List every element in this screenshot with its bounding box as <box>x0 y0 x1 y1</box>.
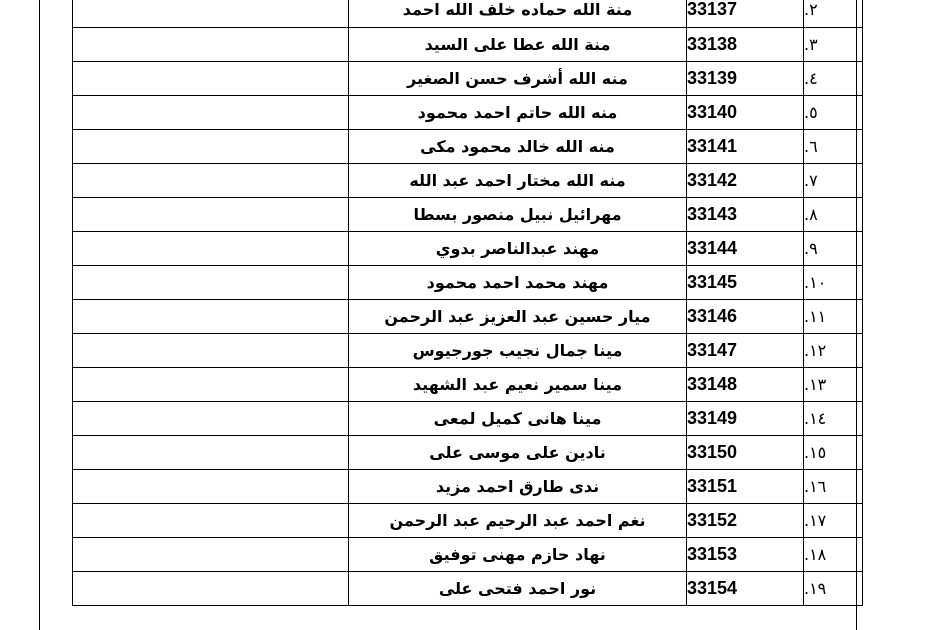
student-code-cell <box>687 197 804 231</box>
blank-cell <box>73 299 349 333</box>
serial-number: .١٨ <box>804 544 827 564</box>
table-row <box>73 231 863 265</box>
student-name-cell <box>349 537 687 571</box>
student-code: 33152 <box>687 509 738 530</box>
serial-number: .٤ <box>804 68 818 88</box>
table-row <box>73 401 863 435</box>
serial-number-cell <box>804 469 863 503</box>
serial-number-cell <box>804 0 863 27</box>
serial-number: .١٤ <box>804 408 827 428</box>
student-code: 33151 <box>687 475 738 496</box>
blank-cell <box>73 27 349 61</box>
serial-number-cell <box>804 231 863 265</box>
serial-number-cell <box>804 197 863 231</box>
student-code-cell <box>687 503 804 537</box>
serial-number-cell <box>804 401 863 435</box>
student-code-cell <box>687 435 804 469</box>
serial-number: .١٦ <box>804 476 827 496</box>
blank-cell <box>73 61 349 95</box>
student-code: 33138 <box>687 33 738 54</box>
serial-number-cell <box>804 333 863 367</box>
student-name: مهند محمد احمد محمود <box>426 272 609 292</box>
student-name: نادين على موسى على <box>429 442 606 462</box>
table-row <box>73 163 863 197</box>
student-name-cell <box>349 231 687 265</box>
serial-number: .٩ <box>804 238 818 258</box>
student-code-cell <box>687 265 804 299</box>
blank-cell <box>73 231 349 265</box>
table-row <box>73 61 863 95</box>
student-code: 33141 <box>687 135 738 156</box>
blank-cell <box>73 0 349 27</box>
table-row <box>73 469 863 503</box>
serial-number-cell <box>804 163 863 197</box>
serial-number: .٢ <box>804 0 818 19</box>
table-row <box>73 95 863 129</box>
student-name: ندى طارق احمد مزيد <box>435 476 600 496</box>
serial-number-cell <box>804 265 863 299</box>
blank-cell <box>73 197 349 231</box>
student-roster-table <box>72 0 863 606</box>
student-name: منه الله مختار احمد عبد الله <box>409 170 626 190</box>
student-code-cell <box>687 333 804 367</box>
student-name-cell <box>349 0 687 27</box>
student-code-cell <box>687 571 804 605</box>
serial-number-cell <box>804 299 863 333</box>
student-code: 33149 <box>687 407 738 428</box>
table-row <box>73 197 863 231</box>
serial-number: .٨ <box>804 204 818 224</box>
table-row <box>73 129 863 163</box>
student-name: مينا هانى كميل لمعى <box>433 408 602 428</box>
serial-number: .١٩ <box>804 578 827 598</box>
student-name-cell <box>349 197 687 231</box>
student-name: مهند عبدالناصر بدوي <box>435 238 600 258</box>
blank-cell <box>73 537 349 571</box>
student-code-cell <box>687 231 804 265</box>
student-name-cell <box>349 469 687 503</box>
student-code: 33148 <box>687 373 738 394</box>
serial-number: .٥ <box>804 102 818 122</box>
table-row <box>73 537 863 571</box>
blank-cell <box>73 265 349 299</box>
student-code: 33140 <box>687 101 738 122</box>
blank-cell <box>73 469 349 503</box>
student-code-cell <box>687 469 804 503</box>
student-name: منه الله حاتم احمد محمود <box>417 102 618 122</box>
roster-body <box>73 0 863 605</box>
student-name: نور احمد فتحى على <box>438 578 597 598</box>
student-code: 33145 <box>687 271 738 292</box>
student-code-cell <box>687 129 804 163</box>
student-code: 33143 <box>687 203 738 224</box>
student-name-cell <box>349 27 687 61</box>
student-code-cell <box>687 401 804 435</box>
serial-number-cell <box>804 95 863 129</box>
student-name: مهرائيل نبيل منصور بسطا <box>413 204 622 224</box>
serial-number-cell <box>804 503 863 537</box>
student-name: منه الله أشرف حسن الصغير <box>407 68 628 88</box>
student-code-cell <box>687 61 804 95</box>
student-code-cell <box>687 95 804 129</box>
serial-number-cell <box>804 367 863 401</box>
student-name-cell <box>349 333 687 367</box>
student-name: منه الله خالد محمود مكى <box>420 136 615 156</box>
student-code: 33150 <box>687 441 738 462</box>
student-code-cell <box>687 27 804 61</box>
student-code: 33144 <box>687 237 738 258</box>
student-code: 33146 <box>687 305 738 326</box>
blank-cell <box>73 503 349 537</box>
blank-cell <box>73 571 349 605</box>
serial-number-cell <box>804 537 863 571</box>
table-row <box>73 435 863 469</box>
student-code-cell <box>687 163 804 197</box>
student-name-cell <box>349 503 687 537</box>
blank-cell <box>73 367 349 401</box>
student-name: نهاد حازم مهنى توفيق <box>429 544 606 564</box>
student-name-cell <box>349 299 687 333</box>
student-name-cell <box>349 129 687 163</box>
student-name-cell <box>349 367 687 401</box>
table-row <box>73 265 863 299</box>
blank-cell <box>73 435 349 469</box>
student-name: منة الله عطا على السيد <box>424 34 611 54</box>
table-row <box>73 367 863 401</box>
serial-number-cell <box>804 61 863 95</box>
student-name: مينا جمال نجيب جورجيوس <box>412 340 623 360</box>
table-row <box>73 0 863 27</box>
serial-number: .١٠ <box>804 272 827 292</box>
serial-number-cell <box>804 435 863 469</box>
student-name: مينا سمير نعيم عبد الشهيد <box>412 374 623 394</box>
blank-cell <box>73 401 349 435</box>
student-code: 33154 <box>687 577 738 598</box>
serial-number: .١٧ <box>804 510 827 530</box>
student-name: منة الله حماده خلف الله احمد <box>402 0 633 19</box>
table-row <box>73 503 863 537</box>
serial-number: .١٣ <box>804 374 827 394</box>
student-code: 33147 <box>687 339 738 360</box>
serial-number: .١١ <box>804 306 827 326</box>
serial-number: .١٥ <box>804 442 827 462</box>
student-code: 33139 <box>687 67 738 88</box>
student-name: ميار حسين عبد العزيز عبد الرحمن <box>384 306 651 326</box>
serial-number-cell <box>804 571 863 605</box>
student-name-cell <box>349 435 687 469</box>
student-code: 33153 <box>687 543 738 564</box>
student-name-cell <box>349 61 687 95</box>
serial-number: .٦ <box>804 136 818 156</box>
student-name-cell <box>349 265 687 299</box>
student-name-cell <box>349 163 687 197</box>
student-code: 33137 <box>687 0 738 19</box>
serial-number: .٣ <box>804 34 818 54</box>
student-code-cell <box>687 367 804 401</box>
blank-cell <box>73 129 349 163</box>
student-name-cell <box>349 95 687 129</box>
student-code-cell <box>687 537 804 571</box>
serial-number: .١٢ <box>804 340 827 360</box>
table-row <box>73 299 863 333</box>
serial-number-cell <box>804 27 863 61</box>
student-code: 33142 <box>687 169 738 190</box>
student-name: نغم احمد عبد الرحيم عبد الرحمن <box>389 510 646 530</box>
table-row <box>73 571 863 605</box>
serial-number: .٧ <box>804 170 818 190</box>
student-code-cell <box>687 299 804 333</box>
student-name-cell <box>349 571 687 605</box>
table-row <box>73 27 863 61</box>
blank-cell <box>73 95 349 129</box>
table-row <box>73 333 863 367</box>
blank-cell <box>73 333 349 367</box>
student-name-cell <box>349 401 687 435</box>
student-code-cell <box>687 0 804 27</box>
blank-cell <box>73 163 349 197</box>
serial-number-cell <box>804 129 863 163</box>
